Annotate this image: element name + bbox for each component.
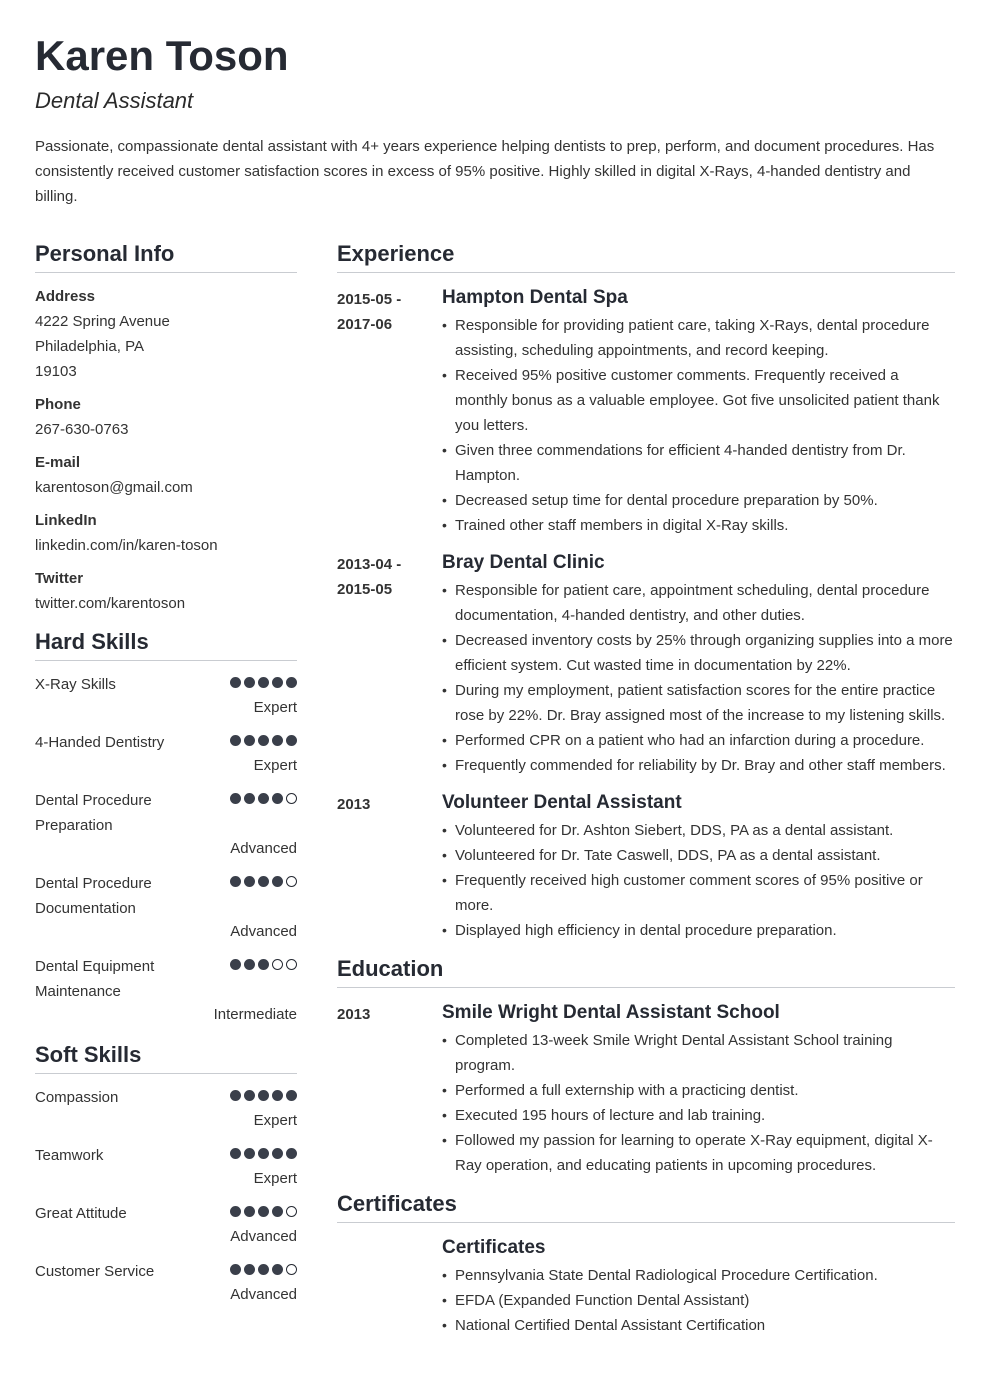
- bullet-item: • Given three commendations for efficient 4-handed dentistry from Dr. Hampton.: [442, 438, 955, 488]
- bullet-list: [442, 313, 955, 538]
- rating-dot-filled-icon: [258, 793, 269, 804]
- linkedin-value: linkedin.com/in/karen-toson: [35, 537, 218, 554]
- bullet-item: • Executed 195 hours of lecture and lab training.: [442, 1103, 955, 1128]
- email-value: karentoson@gmail.com: [35, 479, 193, 496]
- bullet-item: • Completed 13-week Smile Wright Dental Assistant School training program.: [442, 1028, 955, 1078]
- bullet-item: • Responsible for providing patient care, taking X-Rays, dental procedure assisting, scheduling appointments, and record keeping.: [442, 313, 955, 363]
- bullet-item: • Responsible for patient care, appointment scheduling, dental procedure documentation, 4-handed dentistry, and other duties.: [442, 578, 955, 628]
- profile-summary: Passionate, compassionate dental assistant with 4+ years experience helping dentists to prep, perform, and document procedures. Has consistently received customer satisfaction scores in excess of 95% positive. Highly skilled in digital X-Rays, 4-handed dentistry and billing.: [35, 138, 935, 205]
- rating-dot-filled-icon: [258, 959, 269, 970]
- hard-skills-list: [35, 672, 297, 1026]
- skill-name: Teamwork: [35, 1147, 104, 1164]
- certificates-heading: Certificates: [337, 1186, 955, 1223]
- rating-dot-filled-icon: [244, 1090, 255, 1101]
- skill-rating: [230, 735, 297, 746]
- skill-rating: [230, 1148, 297, 1159]
- rating-dot-filled-icon: [272, 1206, 283, 1217]
- skill-level: Advanced: [230, 840, 297, 857]
- address-label: Address: [35, 288, 96, 305]
- skill-item: [35, 954, 297, 1026]
- twitter-group: [35, 566, 297, 616]
- bullet-item: • Performed a full externship with a practicing dentist.: [442, 1078, 955, 1103]
- skill-name: Dental Equipment Maintenance: [35, 958, 155, 1000]
- education-entries: [337, 999, 955, 1178]
- skill-rating: [230, 1206, 297, 1217]
- skill-level: Expert: [253, 757, 297, 774]
- rating-dot-filled-icon: [272, 793, 283, 804]
- phone-label: Phone: [35, 396, 81, 413]
- rating-dot-filled-icon: [272, 1148, 283, 1159]
- skill-item: [35, 1143, 297, 1190]
- skill-name: X-Ray Skills: [35, 676, 116, 693]
- experience-section: [337, 236, 955, 943]
- rating-dot-filled-icon: [244, 1148, 255, 1159]
- rating-dot-filled-icon: [244, 793, 255, 804]
- address-group: [35, 284, 297, 384]
- experience-entry: [337, 284, 955, 538]
- twitter-label: Twitter: [35, 570, 84, 587]
- experience-entry: [337, 549, 955, 778]
- skill-item: [35, 1259, 297, 1306]
- bullet-item: • Volunteered for Dr. Tate Caswell, DDS, PA as a dental assistant.: [442, 843, 955, 868]
- bullet-item: • During my employment, patient satisfaction scores for the entire practice rose by 22%. Dr. Bray assigned most of the increase to my listening skills.: [442, 678, 955, 728]
- twitter-value: twitter.com/karentoson: [35, 595, 186, 612]
- rating-dot-filled-icon: [230, 793, 241, 804]
- rating-dot-filled-icon: [244, 735, 255, 746]
- soft-skills-list: [35, 1085, 297, 1306]
- bullet-item: • Volunteered for Dr. Ashton Siebert, DDS, PA as a dental assistant.: [442, 818, 955, 843]
- personal-info: [35, 284, 297, 616]
- rating-dot-filled-icon: [258, 1148, 269, 1159]
- rating-dot-empty-icon: [286, 959, 297, 970]
- entry-title: Smile Wright Dental Assistant School: [442, 1002, 780, 1023]
- rating-dot-empty-icon: [286, 1206, 297, 1217]
- rating-dot-filled-icon: [230, 1090, 241, 1101]
- bullet-item: • Decreased setup time for dental procedure preparation by 50%.: [442, 488, 955, 513]
- personal-info-heading: Personal Info: [35, 236, 297, 273]
- left-column: [35, 236, 297, 1317]
- skill-name: Dental Procedure Documentation: [35, 875, 152, 917]
- rating-dot-filled-icon: [258, 1090, 269, 1101]
- rating-dot-filled-icon: [272, 677, 283, 688]
- rating-dot-empty-icon: [286, 876, 297, 887]
- skill-rating: [230, 793, 297, 804]
- bullet-item: • Followed my passion for learning to operate X-Ray equipment, digital X-Ray operation, and educating patients in upcoming procedures.: [442, 1128, 955, 1178]
- rating-dot-filled-icon: [258, 677, 269, 688]
- bullet-item: • Received 95% positive customer comments. Frequently received a monthly bonus as a valuable employee. Got five unsolicited patient thank you letters.: [442, 363, 955, 438]
- entry-title: Hampton Dental Spa: [442, 287, 628, 308]
- linkedin-group: [35, 508, 297, 558]
- rating-dot-filled-icon: [230, 876, 241, 887]
- skill-name: Compassion: [35, 1089, 119, 1106]
- experience-entry: [337, 789, 955, 943]
- rating-dot-filled-icon: [244, 677, 255, 688]
- bullet-item: • Pennsylvania State Dental Radiological Procedure Certification.: [442, 1263, 955, 1288]
- rating-dot-empty-icon: [286, 793, 297, 804]
- bullet-item: • Displayed high efficiency in dental procedure preparation.: [442, 918, 955, 943]
- address-line: Philadelphia, PA: [35, 338, 144, 355]
- phone-group: [35, 392, 297, 442]
- skill-level: Advanced: [230, 1286, 297, 1303]
- skill-item: [35, 730, 297, 777]
- rating-dot-filled-icon: [272, 1090, 283, 1101]
- rating-dot-empty-icon: [272, 959, 283, 970]
- bullet-list: [442, 1028, 955, 1178]
- bullet-list: [442, 1263, 955, 1338]
- address-line: 4222 Spring Avenue: [35, 313, 170, 330]
- bullet-item: • EFDA (Expanded Function Dental Assistant): [442, 1288, 955, 1313]
- skill-name: 4-Handed Dentistry: [35, 734, 165, 751]
- skill-name: Dental Procedure Preparation: [35, 792, 152, 834]
- education-section: [337, 951, 955, 1178]
- rating-dot-empty-icon: [286, 1264, 297, 1275]
- skill-item: [35, 672, 297, 719]
- rating-dot-filled-icon: [286, 1090, 297, 1101]
- rating-dot-filled-icon: [286, 1148, 297, 1159]
- entry-title: Bray Dental Clinic: [442, 552, 605, 573]
- rating-dot-filled-icon: [230, 677, 241, 688]
- skill-name: Customer Service: [35, 1263, 155, 1280]
- entry-date: 2013: [337, 796, 371, 813]
- email-group: [35, 450, 297, 500]
- rating-dot-filled-icon: [230, 1148, 241, 1159]
- entry-title: Volunteer Dental Assistant: [442, 792, 682, 813]
- rating-dot-filled-icon: [272, 1264, 283, 1275]
- skill-level: Expert: [253, 1112, 297, 1129]
- rating-dot-filled-icon: [230, 735, 241, 746]
- rating-dot-filled-icon: [244, 1264, 255, 1275]
- bullet-list: [442, 818, 955, 943]
- skill-level: Advanced: [230, 923, 297, 940]
- job-title: Dental Assistant: [35, 88, 194, 113]
- rating-dot-filled-icon: [286, 735, 297, 746]
- skill-item: [35, 1201, 297, 1248]
- right-column: [337, 236, 955, 1346]
- rating-dot-filled-icon: [286, 677, 297, 688]
- skill-level: Expert: [253, 1170, 297, 1187]
- bullet-item: • Frequently commended for reliability by Dr. Bray and other staff members.: [442, 753, 955, 778]
- skill-item: [35, 788, 297, 860]
- bullet-item: • Performed CPR on a patient who had an infarction during a procedure.: [442, 728, 955, 753]
- skill-level: Intermediate: [213, 1006, 297, 1023]
- phone-value: 267-630-0763: [35, 421, 129, 438]
- address-line: 19103: [35, 363, 77, 380]
- experience-heading: Experience: [337, 236, 955, 273]
- entry-date: 2013-04 - 2015-05: [337, 556, 402, 598]
- skill-item: [35, 871, 297, 943]
- rating-dot-filled-icon: [230, 1206, 241, 1217]
- rating-dot-filled-icon: [272, 735, 283, 746]
- hard-skills-heading: Hard Skills: [35, 624, 297, 661]
- candidate-name: Karen Toson: [35, 32, 289, 79]
- rating-dot-filled-icon: [272, 876, 283, 887]
- certificates-entry: [337, 1234, 955, 1338]
- experience-entries: [337, 284, 955, 943]
- entry-title: Certificates: [442, 1237, 546, 1258]
- bullet-item: • National Certified Dental Assistant Certification: [442, 1313, 955, 1338]
- certificates-section: [337, 1186, 955, 1338]
- education-entry: [337, 999, 955, 1178]
- skill-level: Advanced: [230, 1228, 297, 1245]
- skill-name: Great Attitude: [35, 1205, 127, 1222]
- bullet-item: • Trained other staff members in digital X-Ray skills.: [442, 513, 955, 538]
- skill-rating: [230, 876, 297, 887]
- linkedin-label: LinkedIn: [35, 512, 97, 529]
- bullet-item: • Frequently received high customer comment scores of 95% positive or more.: [442, 868, 955, 918]
- bullet-list: [442, 578, 955, 778]
- certificates-entries: [337, 1234, 955, 1338]
- rating-dot-filled-icon: [258, 1264, 269, 1275]
- education-heading: Education: [337, 951, 955, 988]
- rating-dot-filled-icon: [244, 1206, 255, 1217]
- skill-item: [35, 1085, 297, 1132]
- rating-dot-filled-icon: [258, 876, 269, 887]
- bullet-item: • Decreased inventory costs by 25% through organizing supplies into a more efficient system. Cut wasted time in documentation by 22%.: [442, 628, 955, 678]
- rating-dot-filled-icon: [258, 1206, 269, 1217]
- skill-rating: [230, 677, 297, 688]
- email-label: E-mail: [35, 454, 81, 471]
- skill-level: Expert: [253, 699, 297, 716]
- rating-dot-filled-icon: [230, 1264, 241, 1275]
- skill-rating: [230, 1090, 297, 1101]
- entry-date: 2013: [337, 1006, 371, 1023]
- skill-rating: [230, 1264, 297, 1275]
- skill-rating: [230, 959, 297, 970]
- rating-dot-filled-icon: [244, 959, 255, 970]
- soft-skills-heading: Soft Skills: [35, 1037, 297, 1074]
- rating-dot-filled-icon: [230, 959, 241, 970]
- entry-date: 2015-05 - 2017-06: [337, 291, 402, 333]
- rating-dot-filled-icon: [244, 876, 255, 887]
- rating-dot-filled-icon: [258, 735, 269, 746]
